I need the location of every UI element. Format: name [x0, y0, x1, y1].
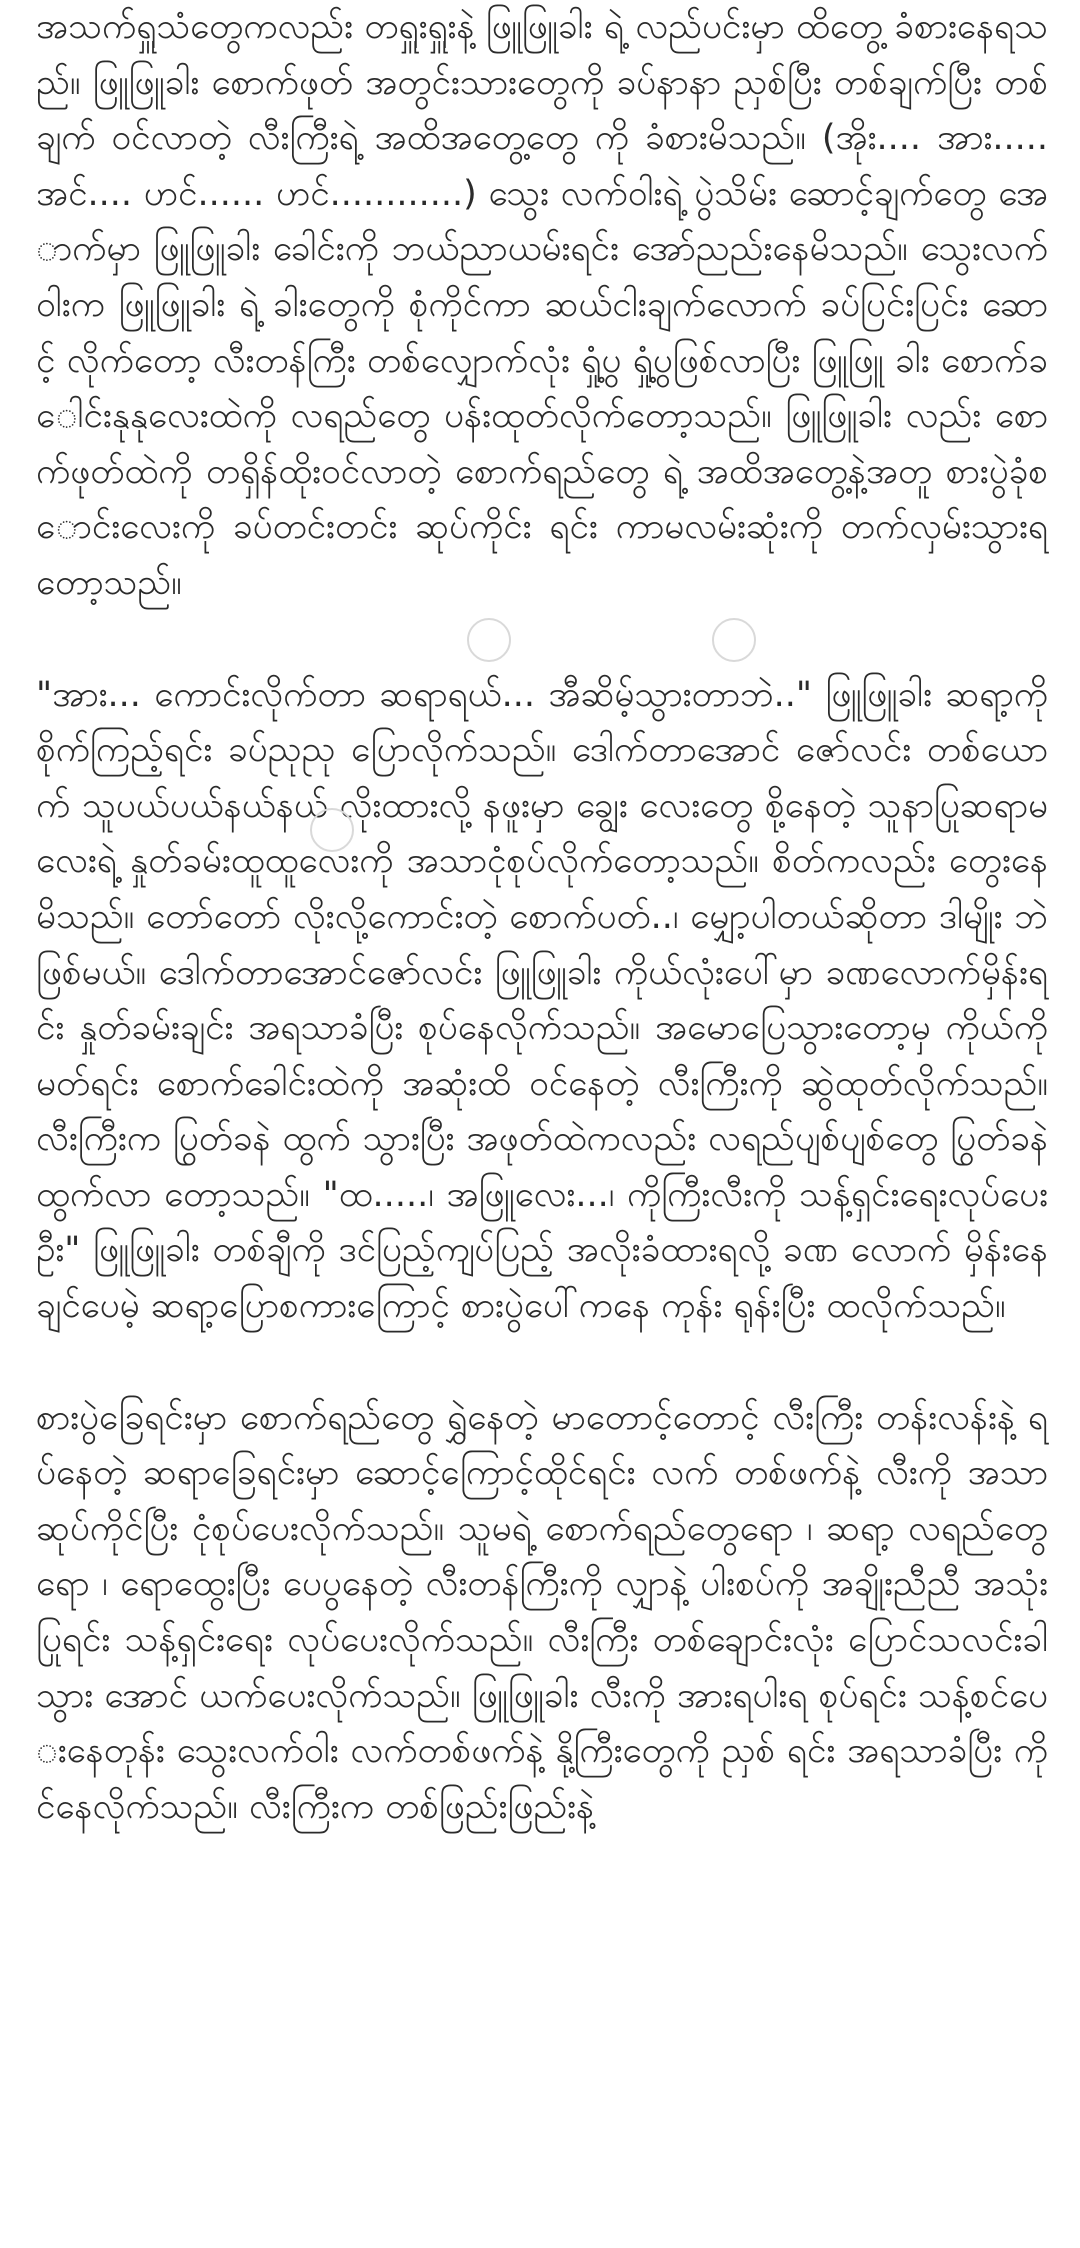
paragraph-2: "အား... ကောင်းလိုက်တာ ဆရာရယ်... အီဆိမ့်သွားတာဘဲ.." ဖြူဖြူခါး ဆရာ့ကို စိုက်ကြည့်ရင်း ခပ်ညုညု ပြောလိုက်သည်။ ဒေါက်တာအောင် ဇော်လင်း တစ်ယောက် သူပယ်ပယ်နယ်နယ် လိုးထားလို့ နဖူးမှာ ချွေး လေးတွေ စို့နေတဲ့ သူနာပြုဆရာမလေးရဲ့ နှုတ်ခမ်းထူထူလေးကို အသာငုံစုပ်လိုက်တော့သည်။ စိတ်ကလည်း တွေးနေမိသည်။ တော်တော် လိုးလို့ကောင်းတဲ့ စောက်ပတ်..၊ မျှော့ပါတယ်ဆိုတာ ဒါမျိုး ဘဲ ဖြစ်မယ်။ ဒေါက်တာအောင်ဇော်လင်း ဖြူဖြူခါး ကိုယ်လုံးပေါ်မှာ ခဏလောက်မှိန်းရင်း နှုတ်ခမ်းချင်း အရသာခံပြီး စုပ်နေလိုက်သည်။ အမောပြေသွားတော့မှ ကိုယ်ကိုမတ်ရင်း စောက်ခေါင်းထဲကို အဆုံးထိ ဝင်နေတဲ့ လီးကြီးကို ဆွဲထုတ်လိုက်သည်။ လီးကြီးက ပြွတ်ခနဲ ထွက် သွားပြီး အဖုတ်ထဲကလည်း လရည်ပျစ်ပျစ်တွေ ပြွတ်ခနဲ ထွက်လာ တော့သည်။ "ထ.....၊ အဖြူလေး...၊ ကိုကြီးလီးကို သန့်ရှင်းရေးလုပ်ပေး ဦး" ဖြူဖြူခါး တစ်ချီကို ဒင်ပြည့်ကျပ်ပြည့် အလိုးခံထားရလို့ ခဏ လောက် မှိန်းနေချင်ပေမဲ့ ဆရာ့ပြောစကားကြောင့် စားပွဲပေါ်ကနေ ကုန်း ရုန်းပြီး ထလိုက်သည်။ [36, 674, 1048, 1327]
touch-ripple-indicator [467, 618, 511, 662]
paragraph-spacer [36, 612, 1048, 668]
paragraph-1: အသက်ရှူသံတွေကလည်း တရှူးရှူးနဲ့ ဖြူဖြူခါး ရဲ့ လည်ပင်းမှာ ထိတွေ့ ခံစားနေရသည်။ ဖြူဖြူခါး စောက်ဖုတ် အတွင်းသားတွေကို ခပ်နာနာ ညှစ်ပြီး တစ်ချက်ပြီး တစ်ချက် ဝင်လာတဲ့ လီးကြီးရဲ့ အထိအတွေ့တွေ ကို ခံစားမိသည်။ (အိုး.... အား..... အင်.... ဟင်...... ဟင်............) သွေး လက်ဝါးရဲ့ ပွဲသိမ်း ဆောင့်ချက်တွေ အောက်မှာ ဖြူဖြူခါး ခေါင်းကို ဘယ်ညာယမ်းရင်း အော်ညည်းနေမိသည်။ သွေးလက်ဝါးက ဖြူဖြူခါး ရဲ့ ခါးတွေကို စုံကိုင်ကာ ဆယ်ငါးချက်လောက် ခပ်ပြင်းပြင်း ဆောင့် လိုက်တော့ လီးတန်ကြီး တစ်လျှောက်လုံး ရှုံ့ပွ ရှုံ့ပွဖြစ်လာပြီး ဖြူဖြူ ခါး စောက်ခေါင်းနုနုလေးထဲကို လရည်တွေ ပန်းထုတ်လိုက်တော့သည်။ ဖြူဖြူခါး လည်း စောက်ဖုတ်ထဲကို တရှိန်ထိုးဝင်လာတဲ့ စောက်ရည်တွေ ရဲ့ အထိအတွေ့နဲ့အတူ စားပွဲခုံစောင်းလေးကို ခပ်တင်းတင်း ဆုပ်ကိုင်း ရင်း ကာမလမ်းဆုံးကို တက်လှမ်းသွားရတော့သည်။ [36, 7, 1048, 603]
touch-ripple-indicator [712, 618, 756, 662]
paragraph-3: စားပွဲခြေရင်းမှာ စောက်ရည်တွေ ရွှဲနေတဲ့ မာတောင့်တောင့် လီးကြီး တန်းလန်းနဲ့ ရပ်နေတဲ့ ဆရာခြေရင်းမှာ ဆောင့်ကြောင့်ထိုင်ရင်း လက် တစ်ဖက်နဲ့ လီးကို အသာဆုပ်ကိုင်ပြီး ငုံစုပ်ပေးလိုက်သည်။ သူမရဲ့ စောက်ရည်တွေရော ၊ ဆရာ့ လရည်တွေရော ၊ ရောထွေးပြီး ပေပွနေတဲ့ လီးတန်ကြီးကို လျှာနဲ့ ပါးစပ်ကို အချိုးညီညီ အသုံးပြုရင်း သန့်ရှင်းရေး လုပ်ပေးလိုက်သည်။ လီးကြီး တစ်ချောင်းလုံး ပြောင်သလင်းခါသွား အောင် ယက်ပေးလိုက်သည်။ ဖြူဖြူခါး လီးကို အားရပါးရ စုပ်ရင်း သန့်စင်ပေးနေတုန်း သွေးလက်ဝါး လက်တစ်ဖက်နဲ့ နို့ကြီးတွေကို ညှစ် ရင်း အရသာခံပြီး ကိုင်နေလိုက်သည်။ လီးကြီးက တစ်ဖြည်းဖြည်းနဲ့ [36, 1397, 1048, 1827]
paragraph-spacer [36, 1335, 1048, 1391]
touch-ripple-indicator [310, 808, 354, 852]
